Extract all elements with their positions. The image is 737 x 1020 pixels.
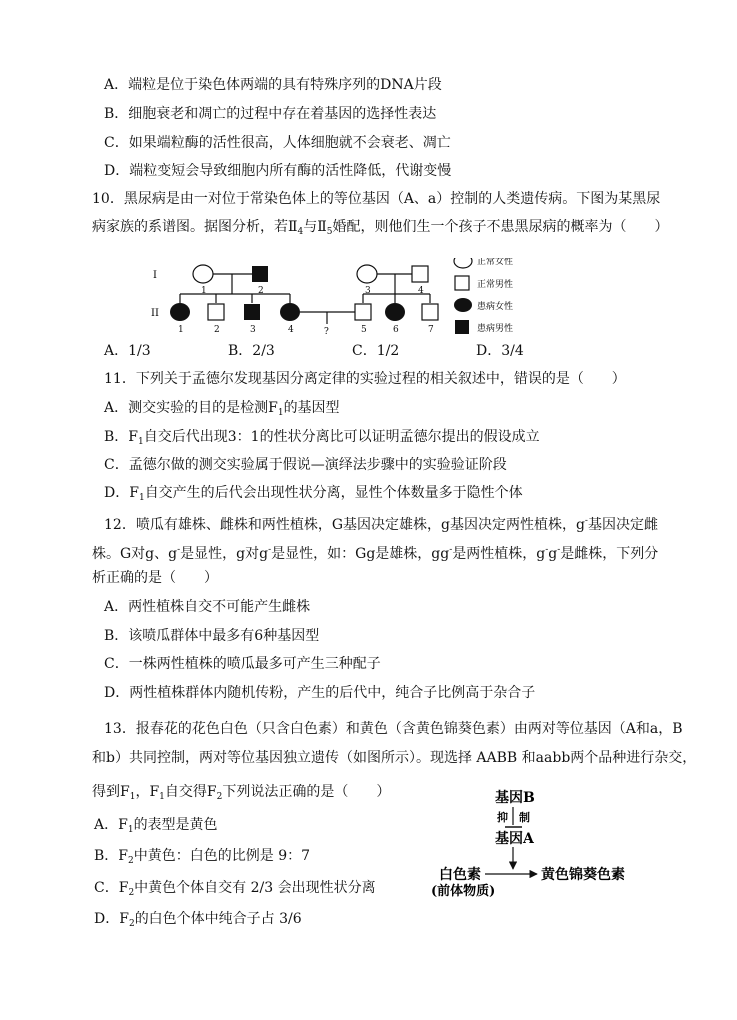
pedigree-ii5-male — [355, 304, 371, 320]
q10-stem-line2: 病家族的系谱图。据图分析，若$Ⅱ_4$与$Ⅱ_5$婚配，则他们生一个孩子不患黑尿病的概率为（ ） — [92, 219, 669, 237]
q12-stem-line1: 12．喷瓜有雄株、雌株和两性植株，G基因决定雄株，g基因决定两性植株，g-基因决定雌 — [104, 516, 658, 533]
gene-a-label: 基因A — [495, 831, 534, 847]
pedigree-i4-male — [412, 266, 428, 282]
gen-label-i: I — [153, 270, 157, 281]
q10-choice-b: B．2/3 — [228, 343, 275, 359]
q10-choice-d: D．3/4 — [476, 343, 524, 359]
legend-normal-male: 正常男性 — [477, 280, 514, 290]
q10-choice-a: A．1/3 — [104, 343, 151, 359]
svg-text:4: 4 — [418, 286, 424, 296]
svg-text:3: 3 — [365, 286, 371, 296]
q11-option-c: C．孟德尔做的测交实验属于假说—演绎法步骤中的实验验证阶段 — [104, 457, 507, 473]
q9-option-b: B．细胞衰老和凋亡的过程中存在着基因的选择性表达 — [104, 106, 437, 122]
gene-b-label: 基因B — [495, 790, 535, 806]
question-mark: ? — [324, 327, 329, 337]
q11-option-a: A．测交实验的目的是检测$F_1$的基因型 — [104, 400, 340, 418]
pedigree-i1-female — [193, 265, 213, 283]
svg-text:6: 6 — [393, 325, 399, 335]
pedigree-i2-male-affected — [252, 266, 268, 282]
q11-stem: 11．下列关于孟德尔发现基因分离定律的实验过程的相关叙述中，错误的是（ ） — [104, 371, 626, 387]
q13-option-d: D．$F_2$的白色个体中纯合子占 3/6 — [94, 911, 302, 929]
q13-stem-line2: 和b）共同控制，两对等位基因独立遗传（如图所示）。现选择 AABB 和aabb两个品种进行杂交， — [92, 750, 697, 766]
pedigree-ii6-female-affected — [385, 303, 405, 321]
legend-normal-female: 正常女性 — [477, 258, 514, 267]
q12-option-d: D．两性植株群体内随机传粉，产生的后代中，纯合子比例高于杂合子 — [104, 685, 536, 701]
inhibit-label: 抑 制 — [497, 811, 530, 824]
legend-affected-female: 患病女性 — [477, 302, 514, 312]
legend-affected-male: 患病男性 — [477, 324, 514, 334]
q13-option-a: A．$F_1$的表型是黄色 — [94, 817, 218, 835]
gene-pathway-diagram — [425, 785, 650, 900]
pedigree-ii4-female-affected — [280, 303, 300, 321]
precursor-label: (前体物质) — [431, 884, 496, 899]
q13-stem-line3: 得到$F_1$，$F_1$自交得$F_2$下列说法正确的是（ ） — [92, 784, 391, 802]
q10-choice-c: C．1/2 — [352, 343, 400, 359]
q13-option-c: C．$F_2$中黄色个体自交有 2/3 会出现性状分离 — [94, 880, 376, 898]
q12-option-c: C．一株两性植株的喷瓜最多可产生三种配子 — [104, 656, 381, 672]
svg-text:7: 7 — [428, 325, 434, 335]
svg-text:5: 5 — [361, 325, 367, 335]
pedigree-ii7-male — [422, 304, 438, 320]
white-pigment-label: 白色素 — [439, 867, 481, 883]
pedigree-i3-female — [357, 265, 377, 283]
q13-option-b: B．$F_2$中黄色：白色的比例是 9：7 — [94, 848, 311, 866]
svg-text:1: 1 — [201, 286, 207, 296]
q10-choices — [104, 341, 544, 361]
svg-text:1: 1 — [178, 325, 184, 335]
pedigree-ii2-male — [208, 304, 224, 320]
pedigree-ii3-male-affected — [244, 304, 260, 320]
yellow-pigment-label: 黄色锦葵色素 — [541, 867, 625, 883]
q9-option-a: A．端粒是位于染色体两端的具有特殊序列的DNA片段 — [104, 77, 442, 93]
pedigree-chart — [145, 258, 545, 340]
q13-stem-line1: 13．报春花的花色白色（只含白色素）和黄色（含黄色锦葵色素）由两对等位基因（A和a，B — [104, 721, 683, 737]
q12-stem-line2: 株。G对g、g-是显性，g对g-是显性，如：Gg是雄株，gg-是两性植株，g-g-是雌株，下列分 — [92, 545, 659, 562]
pedigree-ii1-female-affected — [170, 303, 190, 321]
q10-stem-line1: 10．黑尿病是由一对位于常染色体上的等位基因（A、a）控制的人类遗传病。下图为某黑尿 — [92, 191, 661, 207]
q12-option-a: A．两性植株自交不可能产生雌株 — [104, 599, 311, 615]
svg-text:3: 3 — [250, 325, 256, 335]
svg-text:2: 2 — [214, 325, 220, 335]
q12-stem-line3: 析正确的是（ ） — [92, 570, 218, 586]
q12-option-b: B．该喷瓜群体中最多有6种基因型 — [104, 628, 320, 644]
svg-text:2: 2 — [258, 286, 264, 296]
q11-option-d: D．$F_1$自交产生的后代会出现性状分离，显性个体数量多于隐性个体 — [104, 485, 523, 503]
svg-text:4: 4 — [288, 325, 294, 335]
q9-option-c: C．如果端粒酶的活性很高，人体细胞就不会衰老、凋亡 — [104, 135, 451, 151]
gen-label-ii: II — [151, 308, 159, 319]
q9-option-d: D．端粒变短会导致细胞内所有酶的活性降低，代谢变慢 — [104, 163, 452, 179]
q11-option-b: B．$F_1$自交后代出现3：1的性状分离比可以证明孟德尔提出的假设成立 — [104, 429, 540, 447]
